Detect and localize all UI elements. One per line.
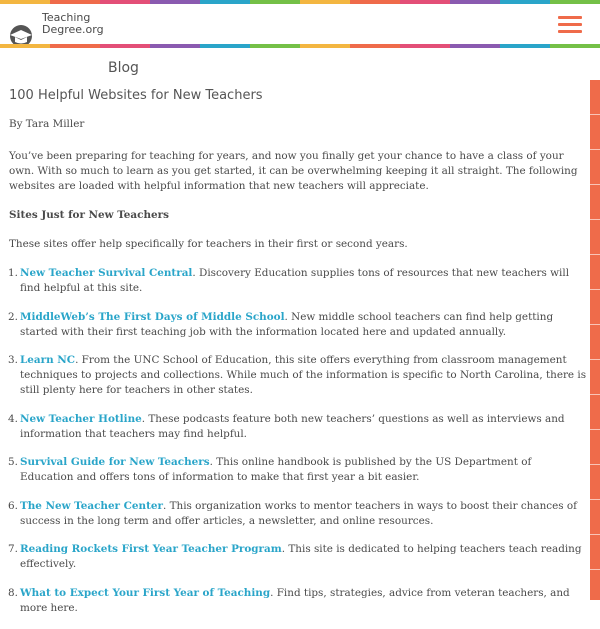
item-description: . This site is dedicated to helping teachers teach reading effectively. bbox=[20, 543, 582, 570]
list-item bbox=[9, 542, 587, 572]
site-logo-text[interactable] bbox=[42, 12, 104, 36]
item-description: . This organization works to mentor teachers in ways to boost their chances of success in the long term and offer articles, a newsletter, and online resources. bbox=[20, 499, 577, 527]
list-item bbox=[9, 586, 587, 616]
hamburger-menu-icon[interactable] bbox=[558, 16, 582, 36]
section-intro: These sites offer help specifically for teachers in their first or second years. bbox=[9, 238, 408, 250]
header-bottom-stripe bbox=[0, 44, 600, 48]
item-description: . New middle school teachers can find help getting started with their first teaching job with the information located here and updated annually. bbox=[20, 310, 554, 338]
item-number: 3. bbox=[8, 354, 18, 366]
article-content bbox=[9, 88, 587, 629]
item-description: . Find tips, strategies, advice from veteran teachers, and more here. bbox=[20, 586, 570, 614]
site-link[interactable]: The New Teacher Center bbox=[20, 499, 163, 512]
item-number: 7. bbox=[8, 543, 18, 555]
article-intro: You’ve been preparing for teaching for years, and now you finally get your chance to have a class of your own. With so much to learn as you get started, it can be overwhelming keeping it all straight. The following websites are loaded with helpful information that new teachers will appreciate. bbox=[9, 150, 578, 192]
article-title: 100 Helpful Websites for New Teachers bbox=[9, 88, 263, 103]
item-description: . This online handbook is published by the US Department of Education and offers tons of information to make that first year a bit easier. bbox=[20, 456, 532, 483]
list-item bbox=[9, 455, 587, 485]
item-number: 2. bbox=[8, 310, 18, 323]
logo-line-2: Degree.org bbox=[42, 23, 104, 36]
site-link[interactable]: MiddleWeb’s The First Days of Middle School bbox=[20, 310, 285, 323]
list-item bbox=[9, 412, 587, 442]
section-heading: Sites Just for New Teachers bbox=[9, 209, 169, 221]
site-link[interactable]: New Teacher Survival Central bbox=[20, 267, 193, 279]
list-item bbox=[9, 353, 587, 398]
item-number: 1. bbox=[8, 267, 18, 279]
site-link[interactable]: Survival Guide for New Teachers bbox=[20, 456, 210, 468]
site-link[interactable]: New Teacher Hotline bbox=[20, 412, 142, 425]
site-link[interactable]: Reading Rockets First Year Teacher Program bbox=[20, 543, 282, 555]
item-number: 4. bbox=[8, 412, 18, 425]
item-description: . From the UNC School of Education, this site offers everything from classroom management techniques to projects and collections. While much of the information is specific to North Carolina, there is still plenty here for teachers in other states. bbox=[20, 354, 587, 396]
website-list bbox=[9, 266, 587, 616]
item-description: . These podcasts feature both new teachers’ questions as well as interviews and information that teachers may find helpful. bbox=[20, 412, 565, 440]
item-description: . Discovery Education supplies tons of resources that new teachers will find helpful at this site. bbox=[20, 267, 570, 294]
blog-section-label[interactable]: Blog bbox=[108, 60, 139, 76]
item-number: 6. bbox=[8, 499, 18, 512]
logo-line-1: Teaching bbox=[42, 11, 91, 24]
side-accent-bar bbox=[590, 80, 600, 600]
article-byline: By Tara Miller bbox=[9, 118, 85, 130]
site-link[interactable]: What to Expect Your First Year of Teaching bbox=[20, 586, 271, 599]
site-header bbox=[0, 4, 600, 44]
item-number: 8. bbox=[8, 586, 18, 599]
list-item bbox=[9, 499, 587, 529]
site-link[interactable]: Learn NC bbox=[20, 354, 76, 366]
item-number: 5. bbox=[8, 456, 18, 468]
list-item bbox=[9, 310, 587, 340]
list-item bbox=[9, 266, 587, 296]
